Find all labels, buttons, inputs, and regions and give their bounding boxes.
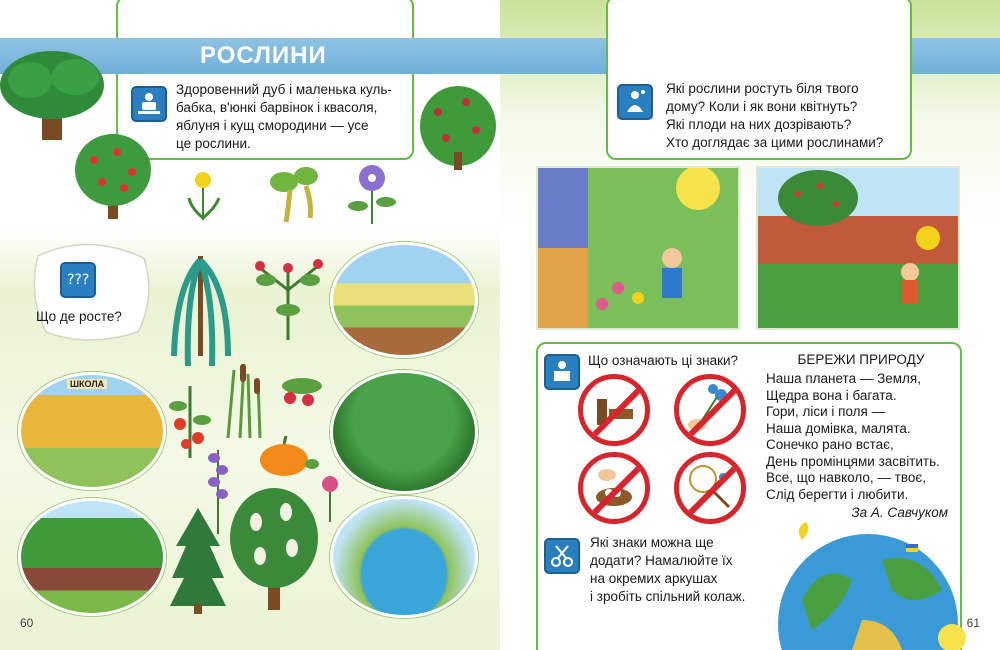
reed-illustration — [218, 360, 272, 440]
reading-icon — [544, 354, 580, 390]
spruce-illustration — [170, 506, 226, 616]
scissors-icon — [544, 538, 580, 574]
school-sign: ШКОЛА — [67, 379, 107, 389]
svg-text:???: ??? — [67, 272, 90, 288]
no-cutting-trees-sign — [578, 374, 650, 446]
task-line: Які знаки можна ще — [590, 535, 714, 550]
right-page — [500, 0, 1000, 650]
intro-line: це рослини. — [176, 136, 251, 151]
question-line: Хто доглядає за цими рослинами? — [666, 135, 884, 150]
task-line: і зробіть спільний колаж. — [590, 589, 746, 604]
intro-line: Здоровенний дуб і маленька куль- — [176, 82, 392, 97]
intro-line: яблуня і кущ смородини — усе — [176, 118, 369, 133]
task-line: на окремих аркушах — [590, 571, 718, 586]
poem-line: День промінцями засвітить. — [766, 453, 940, 469]
forest-scene — [330, 370, 478, 494]
intro-text — [176, 81, 404, 153]
no-catching-butterflies-sign — [674, 452, 746, 524]
strawberry-illustration — [276, 372, 328, 412]
book-icon — [131, 86, 167, 122]
bubble-question: Що де росте? — [36, 309, 122, 324]
question-line: дому? Коли і як вони квітнуть? — [666, 99, 858, 114]
rose-illustration — [318, 474, 342, 524]
park-scene — [18, 498, 166, 616]
poem-line: Щедра вона і багата. — [766, 387, 897, 403]
poem-line: Слід берегти і любити. — [766, 486, 909, 502]
garden-scene — [330, 242, 478, 358]
task-text — [590, 534, 770, 606]
poem-line: Наша домівка, малята. — [766, 420, 911, 436]
apple-tree-illustration — [72, 130, 154, 222]
willow-illustration — [166, 246, 236, 376]
pond-scene — [330, 496, 478, 618]
question-marks-icon — [60, 262, 96, 298]
poem-line: Все, що навколо, — твоє, — [766, 470, 927, 485]
pumpkin-illustration — [254, 434, 320, 478]
girl-gardening-picture — [756, 166, 960, 330]
question-line: Які плоди на них дозрівають? — [666, 117, 852, 132]
page-number-left: 60 — [20, 616, 34, 630]
poem — [766, 352, 956, 520]
periwinkle-illustration — [344, 156, 398, 226]
thinking-icon — [617, 84, 653, 120]
poem-line: Сонечко рано встає, — [766, 437, 894, 452]
chestnut-tree-illustration — [226, 482, 322, 612]
page-number-right: 61 — [966, 616, 980, 630]
task-line: додати? Намалюйте їх — [590, 553, 733, 568]
no-picking-flowers-sign — [674, 374, 746, 446]
no-touching-nests-sign — [578, 452, 650, 524]
poem-line: Наша планета — Земля, — [766, 371, 921, 386]
bean-illustration — [266, 160, 324, 226]
raspberry-illustration — [246, 250, 332, 346]
signs-question: Що означають ці знаки? — [588, 353, 739, 368]
boy-watering-flowers-picture — [536, 166, 740, 330]
currant-bush-illustration — [418, 82, 500, 172]
dandelion-illustration — [183, 168, 225, 224]
earth-globe-illustration — [772, 520, 972, 650]
page-title: РОСЛИНИ — [200, 42, 327, 69]
poem-author: За А. Савчуком — [851, 505, 948, 520]
school-scene — [18, 372, 166, 490]
poem-title: БЕРЕЖИ ПРИРОДУ — [797, 352, 925, 367]
poem-line: Гори, ліси і поля — — [766, 404, 886, 419]
question-line: Які рослини ростуть біля твого — [666, 81, 859, 96]
intro-line: бабка, в'юнкі барвінок і квасоля, — [176, 100, 378, 115]
questions-text — [666, 80, 902, 152]
